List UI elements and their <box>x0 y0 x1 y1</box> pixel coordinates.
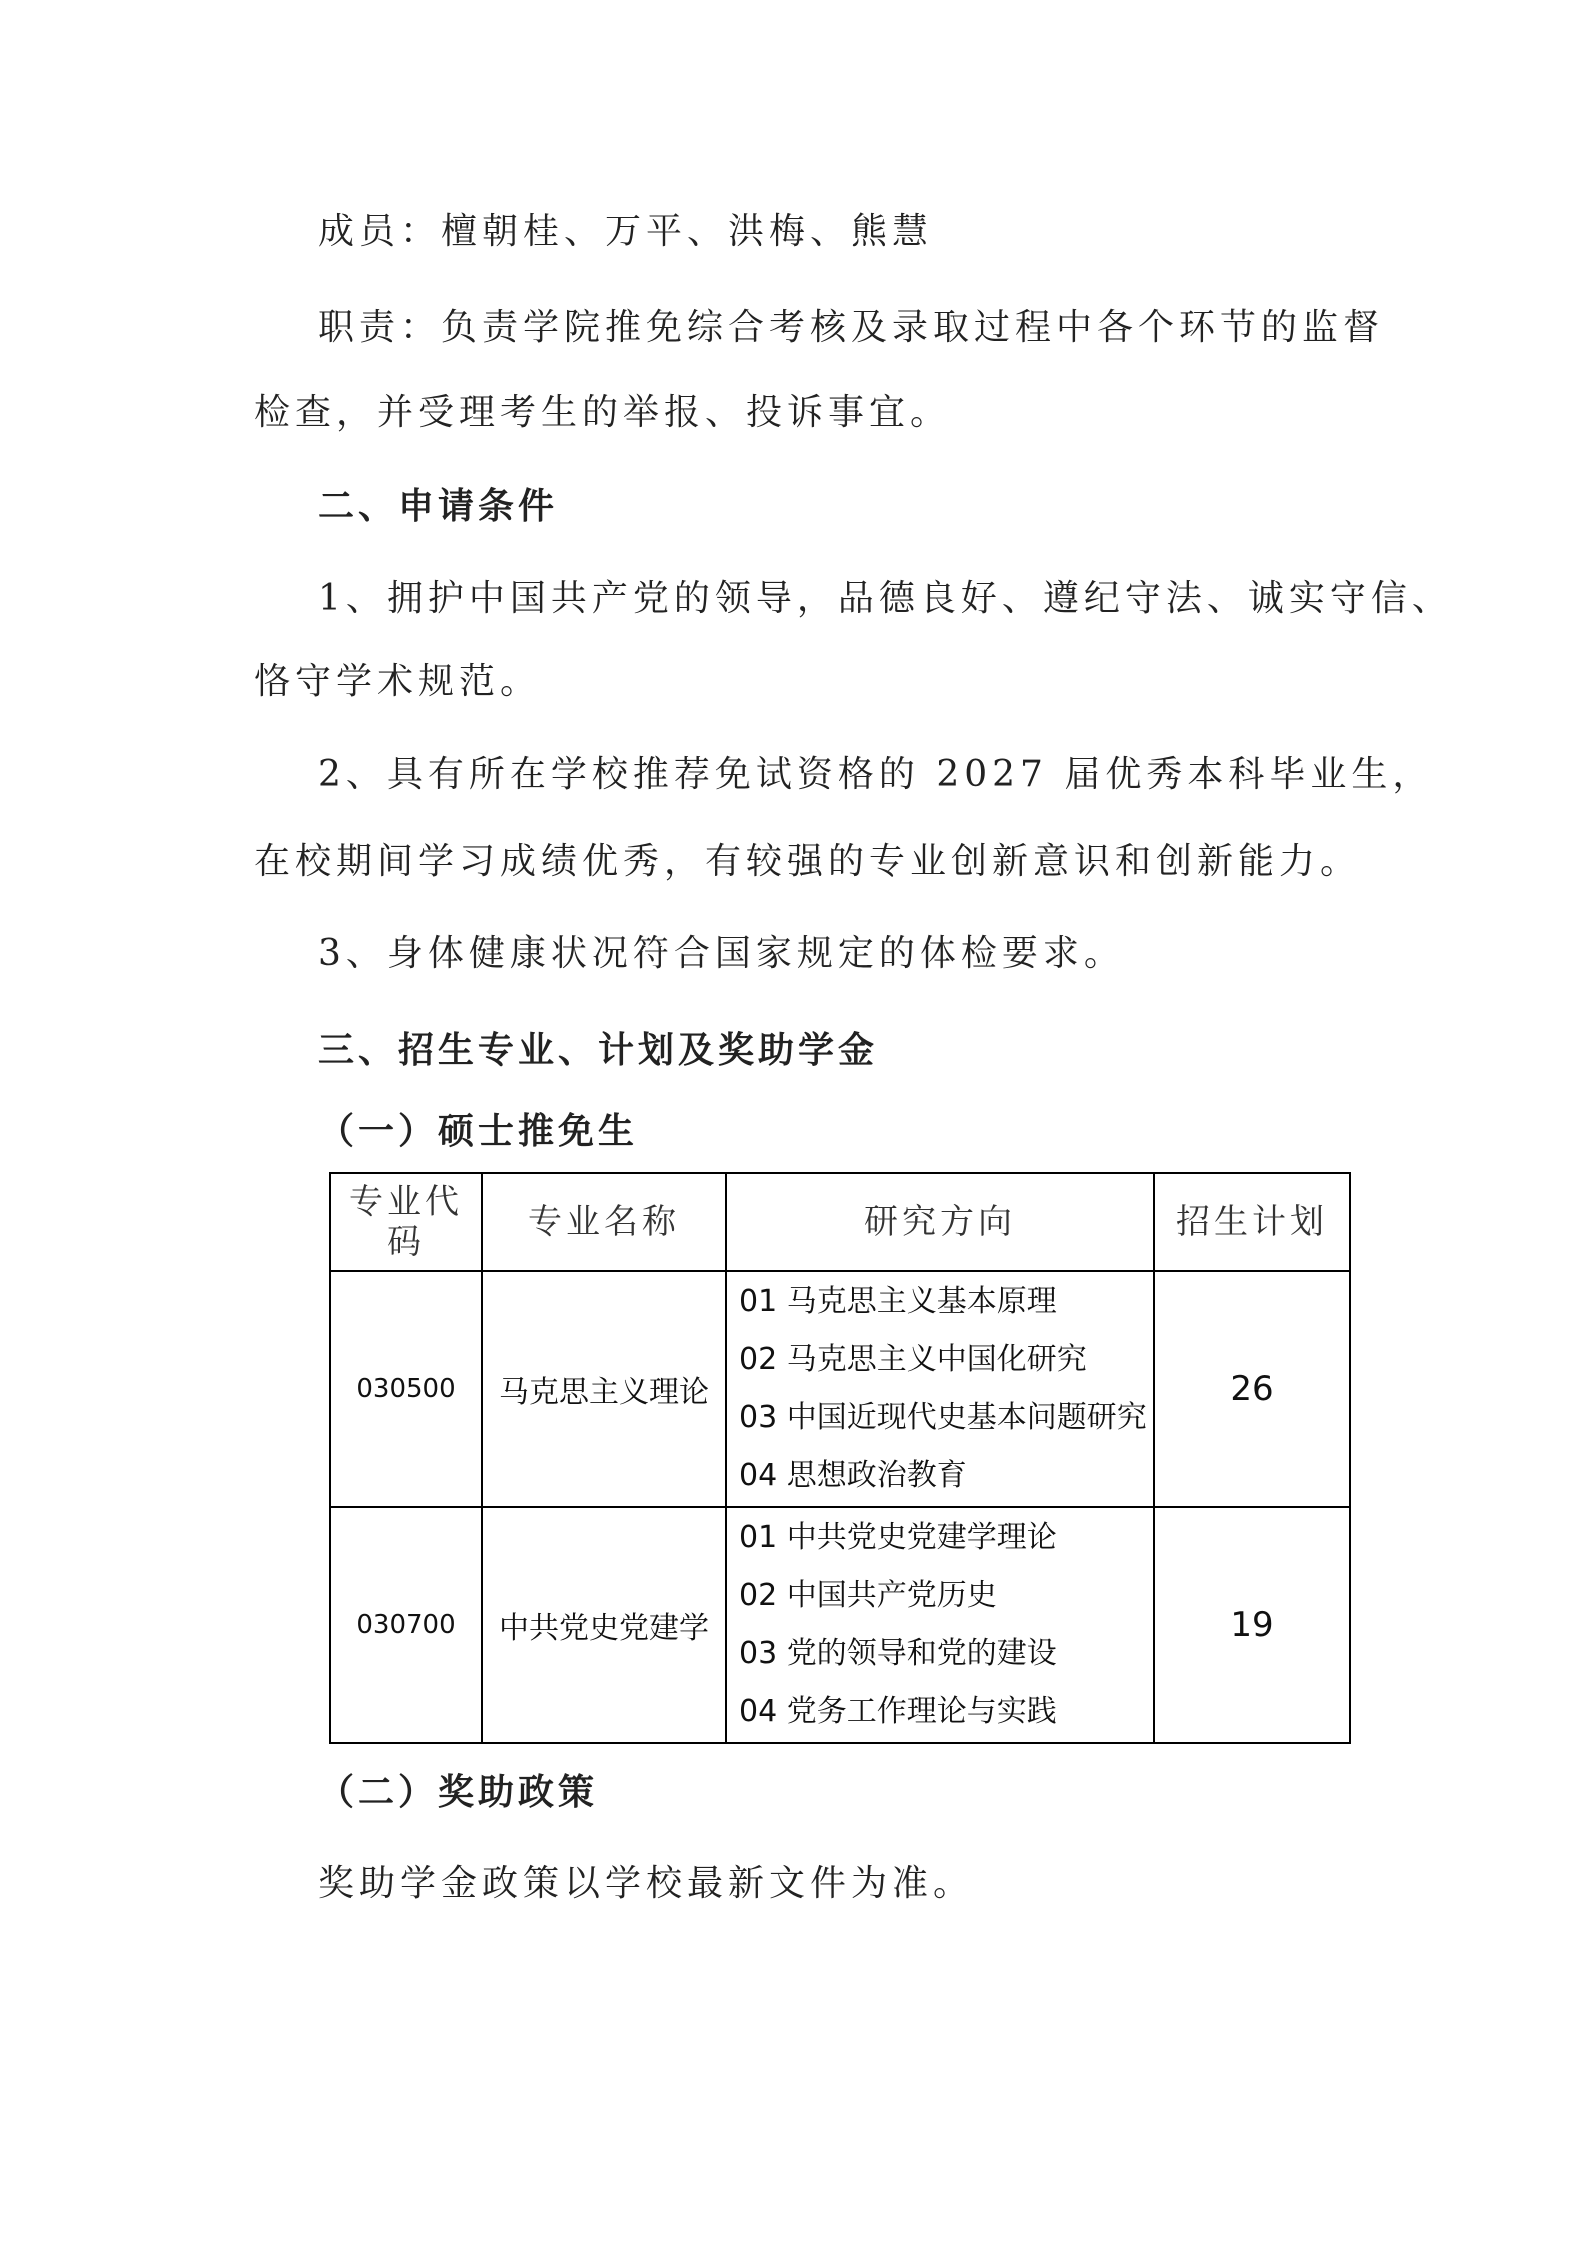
research-direction-item: 01 马克思主义基本原理 <box>739 1284 1057 1319</box>
table-header-row <box>330 1173 1350 1271</box>
research-directions-cell <box>726 1507 1154 1743</box>
condition-1-text: 1、拥护中国共产党的领导，品德良好、遵纪守法、诚实守信、 <box>318 578 1453 619</box>
enrollment-plan-table <box>329 1172 1351 1744</box>
research-direction-item: 04 思想政治教育 <box>739 1458 967 1493</box>
header-major-name: 专业名称 <box>482 1173 726 1271</box>
research-direction-item: 01 中共党史党建学理论 <box>739 1520 1057 1555</box>
header-research-direction: 研究方向 <box>726 1173 1154 1271</box>
research-direction-item: 02 中国共产党历史 <box>739 1578 997 1613</box>
research-directions-cell <box>726 1271 1154 1507</box>
major-code-cell: 030700 <box>330 1507 482 1743</box>
major-name-cell: 马克思主义理论 <box>482 1271 726 1507</box>
enrollment-plan-cell: 19 <box>1154 1507 1350 1743</box>
table-row <box>330 1507 1350 1743</box>
condition-3-text: 3、身体健康状况符合国家规定的体检要求。 <box>318 933 1125 974</box>
major-code-cell: 030500 <box>330 1271 482 1507</box>
committee-duty-text: 职责：负责学院推免综合考核及录取过程中各个环节的监督 <box>318 307 1385 348</box>
committee-duty-text-continued: 检查，并受理考生的举报、投诉事宜。 <box>254 392 952 433</box>
condition-2-text-continued: 在校期间学习成绩优秀，有较强的专业创新意识和创新能力。 <box>254 841 1362 882</box>
section-heading-application-conditions: 二、申请条件 <box>318 485 559 527</box>
section-heading-enrollment: 三、招生专业、计划及奖助学金 <box>318 1029 879 1071</box>
enrollment-plan-cell: 26 <box>1154 1271 1350 1507</box>
subsection-heading-funding-policy: （二）奖助政策 <box>318 1771 599 1813</box>
condition-1-text-continued: 恪守学术规范。 <box>254 661 542 702</box>
funding-policy-text: 奖助学金政策以学校最新文件为准。 <box>318 1863 975 1904</box>
header-enrollment-plan: 招生计划 <box>1154 1173 1350 1271</box>
committee-members-text: 成员：檀朝桂、万平、洪梅、熊慧 <box>318 211 934 252</box>
research-direction-item: 04 党务工作理论与实践 <box>739 1694 1057 1729</box>
condition-2-text: 2、具有所在学校推荐免试资格的 2027 届优秀本科毕业生， <box>318 754 1434 795</box>
subsection-heading-masters: （一）硕士推免生 <box>318 1110 639 1152</box>
research-direction-item: 03 党的领导和党的建设 <box>739 1636 1057 1671</box>
research-direction-item: 03 中国近现代史基本问题研究 <box>739 1400 1147 1435</box>
research-direction-item: 02 马克思主义中国化研究 <box>739 1342 1087 1377</box>
table-row <box>330 1271 1350 1507</box>
header-major-code: 专业代码 <box>330 1173 482 1271</box>
major-name-cell: 中共党史党建学 <box>482 1507 726 1743</box>
